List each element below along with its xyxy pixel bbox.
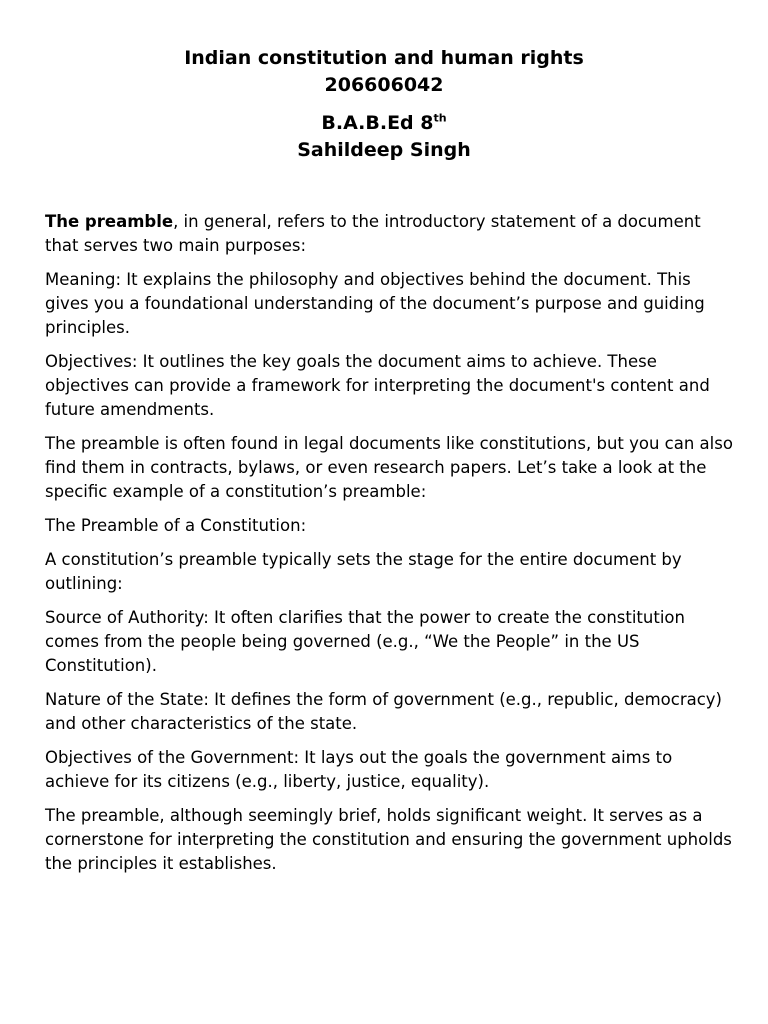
course-block: [0, 45, 768, 99]
intro-text: , in general, refers to the introductory statement of a document that serves two main purposes:: [45, 212, 701, 255]
document-header: [0, 45, 768, 164]
paragraph-meaning: Meaning: It explains the philosophy and objectives behind the document. This gives you a foundational understanding of the document’s purpose and guiding principles.: [45, 270, 705, 337]
course-code: 206606042: [324, 74, 444, 96]
paragraph-state: Nature of the State: It defines the form of government (e.g., republic, democracy) and other characteristics of the state.: [45, 690, 722, 733]
paragraph-outline: A constitution’s preamble typically sets the stage for the entire document by outlining:: [45, 550, 682, 593]
program-superscript: th: [433, 111, 447, 125]
course-title: Indian constitution and human rights: [184, 47, 584, 69]
student-name: Sahildeep Singh: [297, 139, 471, 161]
paragraph-intro: [45, 210, 735, 258]
paragraph-conclusion: The preamble, although seemingly brief, holds significant weight. It serves as a cornerstone for interpreting the constitution and ensuring the government upholds the principles it establishes.: [45, 806, 732, 873]
paragraph-objectives: Objectives: It outlines the key goals the document aims to achieve. These objectives can provide a framework for interpreting the document's content and future amendments.: [45, 352, 710, 419]
paragraph-government: Objectives of the Government: It lays out the goals the government aims to achieve for its citizens (e.g., liberty, justice, equality).: [45, 748, 673, 791]
program-name: B.A.B.Ed 8: [321, 112, 434, 134]
intro-bold-term: The preamble: [45, 212, 174, 231]
document-body: [45, 210, 735, 886]
paragraph-subheading: The Preamble of a Constitution:: [45, 516, 307, 535]
paragraph-usage: The preamble is often found in legal documents like constitutions, but you can also find them in contracts, bylaws, or even research papers. Let’s take a look at the specific example of a constitution’s preamble:: [45, 434, 733, 501]
student-block: [0, 110, 768, 164]
program-line: [0, 110, 768, 137]
paragraph-authority: Source of Authority: It often clarifies that the power to create the constitution comes from the people being governed (e.g., “We the People” in the US Constitution).: [45, 608, 685, 675]
